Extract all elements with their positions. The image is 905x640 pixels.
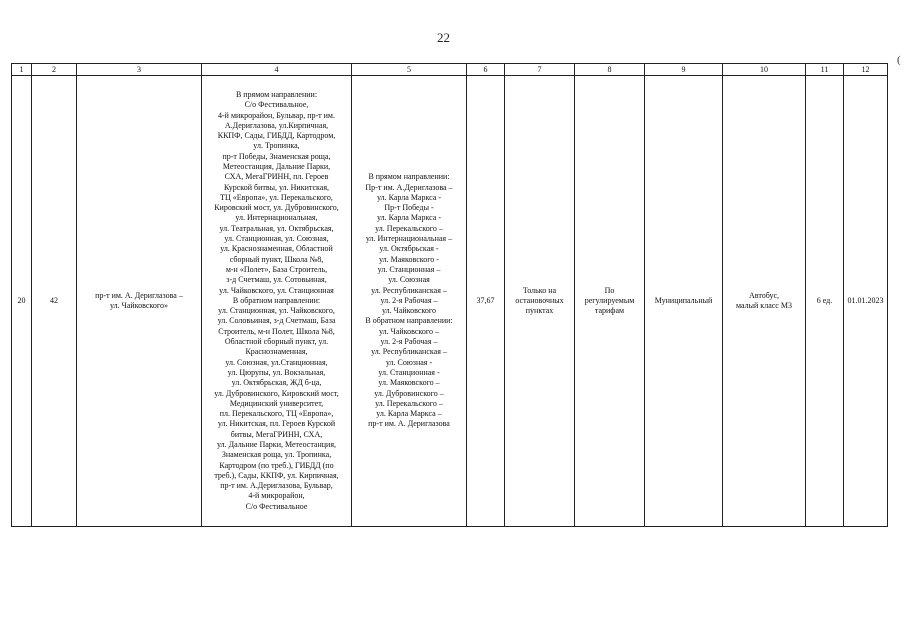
header-row bbox=[12, 64, 888, 76]
vehicle-count: 6 ед. bbox=[806, 76, 844, 527]
vehicle-class: Автобус, малый класс М3 bbox=[723, 76, 806, 527]
route-length: 37,67 bbox=[467, 76, 505, 527]
route-stops: В прямом направлении: С/о Фестивальное, 4-й микрорайон, Бульвар, пр-т им. А.Дериглазова, ул.Кирпичная, ККПФ, Сады, ГИБДД, Картодром, ул. Тропинка, пр-т Победы, Знаменская роща, Метеостанция, Дальние Парки, СХА, МегаГРИНН, пл. Героев Курской битвы, ул. Никитская, ТЦ «Европа», ул. Перекальского, Кировский мост, ул. Дубровинского, ул. Интернациональная, ул. Театральная, ул. Октябрьская, ул. Станционная, ул. Союзная, ул. Краснознаменная, Областной сборный пункт, Школа №8, м-н «Полет», База Строитель, з-д Счетмаш, ул. Сотовьиная, ул. Чайковского, ул. Станционная В обратном направлении: ул. Станционная, ул. Чайковского, ул. Соловьиная, з-д Счетмаш, База Строитель, м-н Полет, Школа №8, Областной сборный пункт, ул. Краснознаменная, ул. Союзная, ул.Станционная, ул. Цюрупы, ул. Вокзальная, ул. Октябрьская, ЖД б-ца, ул. Дубровинского, Кировский мост, Медицинский университет, пл. Перекальского, ТЦ «Европа», ул. Никитская, пл. Героев Курской битвы, МегаГРИНН, СХА, ул. Дальние Парки, Метеостанция, Знаменская роща, ул. Тропинка, Картодром (по треб.), ГИБДД (по треб.), Сады, ККПФ, ул. Кирпичная, пр-т им. А.Дериглазова, Бульвар, 4-й микрорайон, С/о Фестивальное bbox=[202, 76, 352, 527]
table-row bbox=[12, 76, 888, 527]
route-number: 42 bbox=[32, 76, 77, 527]
header-cell-12: 12 bbox=[844, 64, 888, 76]
header-cell-1: 1 bbox=[12, 64, 32, 76]
route-streets: В прямом направлении: Пр-т им. А.Дериглазова – ул. Карла Маркса - Пр-т Победы - ул. Карла Маркса - ул. Перекальского – ул. Интернациональная – ул. Октябрьская - ул. Маяковского - ул. Станционная – ул. Союзная ул. Республиканская – ул. 2-я Рабочая – ул. Чайковского В обратном направлении: ул. Чайковского – ул. 2-я Рабочая – ул. Республиканская – ул. Союзная - ул. Станционная - ул. Маяковского – ул. Дубровинского – ул. Перекальского – ул. Карла Маркса – пр-т им. А. Дериглазова bbox=[352, 76, 467, 527]
header-cell-4: 4 bbox=[202, 64, 352, 76]
header-cell-9: 9 bbox=[645, 64, 723, 76]
header-cell-3: 3 bbox=[77, 64, 202, 76]
header-cell-2: 2 bbox=[32, 64, 77, 76]
route-sequence-number: 20 bbox=[12, 76, 32, 527]
header-cell-10: 10 bbox=[723, 64, 806, 76]
route-type: Муниципальный bbox=[645, 76, 723, 527]
header-cell-6: 6 bbox=[467, 64, 505, 76]
edge-mark: ( bbox=[897, 54, 901, 66]
header-cell-11: 11 bbox=[806, 64, 844, 76]
start-date: 01.01.2023 bbox=[844, 76, 888, 527]
route-table bbox=[11, 63, 888, 527]
tariff-type: По регулируемым тарифам bbox=[575, 76, 645, 527]
boarding-procedure: Только на остановочных пунктах bbox=[505, 76, 575, 527]
header-cell-7: 7 bbox=[505, 64, 575, 76]
route-name: пр-т им. А. Дериглазова – ул. Чайковского» bbox=[77, 76, 202, 527]
header-cell-5: 5 bbox=[352, 64, 467, 76]
page-number: 22 bbox=[437, 30, 450, 45]
header-cell-8: 8 bbox=[575, 64, 645, 76]
